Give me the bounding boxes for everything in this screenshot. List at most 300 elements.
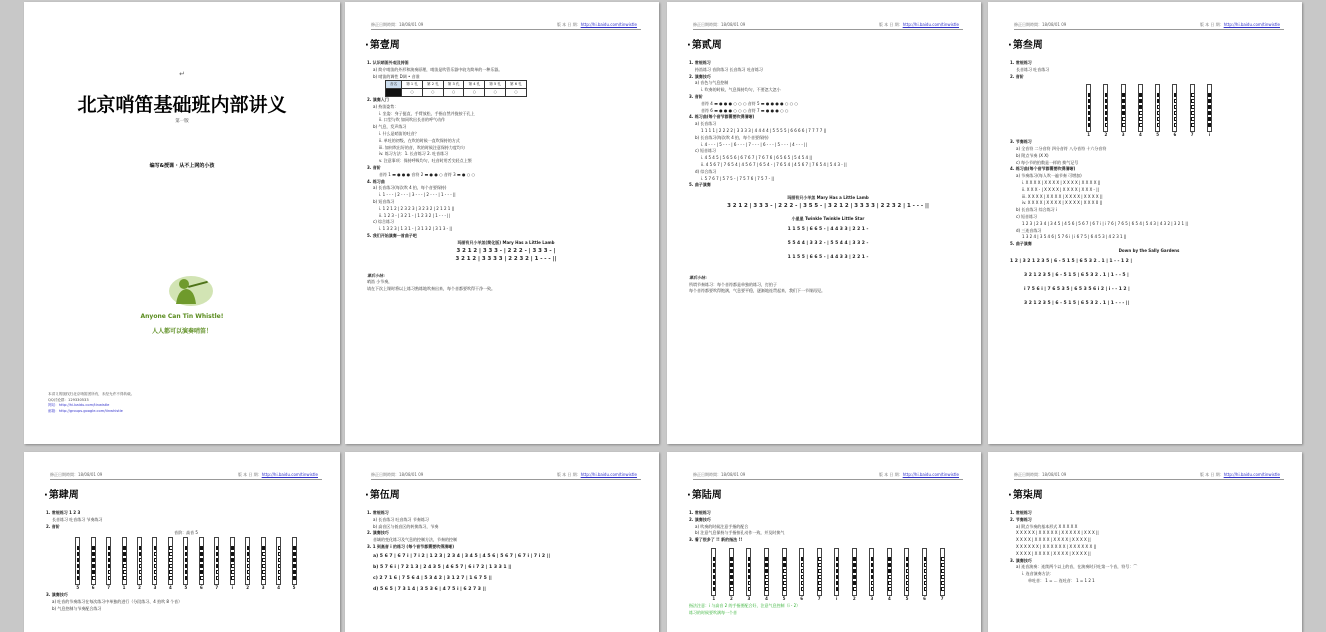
notation-line: i. 1 2 1 2 | 2 3 2 3 | 3 2 3 2 | 2 1 2 1 || xyxy=(379,205,455,211)
flute-hole xyxy=(1157,99,1161,103)
fingering-flute xyxy=(199,537,204,585)
flute-hole xyxy=(1105,105,1109,109)
table-cell: 第 1 孔 xyxy=(402,81,423,89)
flute-hole xyxy=(200,564,204,568)
flute-hole xyxy=(906,557,910,561)
contact-link[interactable]: 网站：http://hi.baidu.com/tinwistle xyxy=(48,403,110,408)
flute-hole xyxy=(836,587,840,591)
flute-hole xyxy=(1122,123,1126,127)
list-item: iii. 如何吹出好的音，吹的时候注意保持力度均匀 xyxy=(379,144,465,150)
page-header xyxy=(1014,472,1284,480)
notation-line: c) 2 7 1 6 | 7 5 6 4 | 5 3 4 2 | 3 1 2 7 | 1 6 7 5 || xyxy=(373,575,492,581)
flute-hole xyxy=(169,564,173,568)
fingering-label: 6 xyxy=(800,595,803,601)
flute-hole xyxy=(1208,117,1212,121)
flute-hole xyxy=(262,546,266,550)
flute-hole xyxy=(200,558,204,562)
flute-hole xyxy=(906,581,910,585)
list-item: ii. 口型与吹 如同吹出长音的呼气动作 xyxy=(379,117,446,123)
flute-hole xyxy=(888,557,892,561)
flute-hole xyxy=(154,546,158,550)
flute-hole xyxy=(92,564,96,568)
flute-hole xyxy=(169,558,173,562)
fingering-flute xyxy=(940,548,945,596)
fingering-flute xyxy=(91,537,96,585)
notation-line: i. X X X X | X X X X | X X X X | X X X X || xyxy=(1022,179,1101,185)
document-title: 北京哨笛基础班内部讲义 xyxy=(77,94,287,116)
flute-hole xyxy=(941,581,945,585)
flute-hole xyxy=(278,564,282,568)
header-label: 版 本 日 期： xyxy=(878,22,903,27)
contact-line: QQ讨论群：129330533 xyxy=(48,397,89,402)
notation-line: iii. X X X X | X X X X | X X X X | X X X X || xyxy=(1022,193,1103,199)
flute-hole xyxy=(1105,111,1109,115)
flute-hole xyxy=(231,570,235,574)
fingering-flute xyxy=(1190,84,1195,132)
flute-hole xyxy=(836,563,840,567)
flute-hole xyxy=(818,581,822,585)
flute-hole xyxy=(853,563,857,567)
table-cell: 音名 xyxy=(386,81,402,89)
flute-hole xyxy=(231,564,235,568)
flute-hole xyxy=(765,563,769,567)
summary-title: 课后小结： xyxy=(367,272,387,278)
fingering-label: 3 xyxy=(1121,132,1125,138)
flute-hole xyxy=(1174,123,1178,127)
fingering-label: 7 xyxy=(817,595,821,601)
fingering-flute xyxy=(764,548,769,596)
flute-hole xyxy=(1139,117,1143,121)
flute-hole xyxy=(169,570,173,574)
notation-line: ii. X X X - | X X X X | X X X X | X X X - || xyxy=(1022,186,1099,192)
notation-line: 1 1 1 1 | 2 2 2 2 | 3 3 3 3 | 4 4 4 4 | 5 5 5 5 | 6 6 6 6 | 7 7 7 7 || xyxy=(701,127,827,133)
flute-hole xyxy=(262,570,266,574)
flute-hole xyxy=(924,587,928,591)
list-item: d) 三连音练习 xyxy=(1016,227,1042,233)
flute-hole xyxy=(77,546,81,550)
flute-hole xyxy=(1088,105,1092,109)
flute-hole xyxy=(748,557,752,561)
flute-hole xyxy=(765,569,769,573)
list-item: 1. 常规练习 1 2 3 xyxy=(46,510,81,515)
flute-hole xyxy=(818,587,822,591)
fingering-flute xyxy=(1138,84,1143,132)
header-right xyxy=(1200,472,1280,478)
header-right xyxy=(879,22,959,28)
list-item: 2. 演奏入门 xyxy=(367,96,389,102)
flute-hole xyxy=(818,557,822,561)
fingering-label: 2 xyxy=(246,585,250,591)
flute-hole xyxy=(713,563,717,567)
list-item: 持笛练习 音阶练习 长音练习 吐音练习 xyxy=(695,66,763,72)
week-heading: · 第柒周 xyxy=(1008,486,1043,501)
fingering-label: i xyxy=(231,585,233,591)
song-title: Down by the Sally Gardens xyxy=(1118,247,1180,253)
flute-hole xyxy=(154,576,158,580)
flute-hole xyxy=(1088,123,1092,127)
notation-line: i. 1 - - - | 2 - - - | 3 - - - | 2 - - - | 1 - - - || xyxy=(379,192,456,198)
flute-hole xyxy=(924,575,928,579)
fingering-label: 6 xyxy=(199,585,203,591)
flute-hole xyxy=(1191,105,1195,109)
flute-hole xyxy=(765,575,769,579)
header-left: 修正日期時間：18/08/01 09 xyxy=(371,472,424,477)
song-notes: 1 1 5 5 | 6 6 5 - | 4 4 3 3 | 2 2 1 - xyxy=(787,254,869,260)
list-item: a) 附点节奏的基本形式 X X X X X xyxy=(1016,523,1078,529)
list-item: i. 坐姿：身子挺直，手臂放松，手指自然并拢按于孔上 xyxy=(379,110,475,116)
flute-hole xyxy=(262,564,266,568)
flute-hole xyxy=(92,552,96,556)
flute-hole xyxy=(123,552,127,556)
flute-hole xyxy=(1174,117,1178,121)
flute-hole xyxy=(853,557,857,561)
fingering-label: 5 xyxy=(184,585,188,591)
header-link[interactable]: http://hi.baidu.com/tinwistle xyxy=(1223,22,1280,27)
flute-hole xyxy=(123,546,127,550)
flute-hole xyxy=(278,546,282,550)
flute-hole xyxy=(765,587,769,591)
list-item: c) 短音练习 xyxy=(1016,213,1038,219)
flute-hole xyxy=(1139,105,1143,109)
flute-hole xyxy=(247,576,251,580)
list-item: a) 连音演奏：连续两个以上的音，在演奏时只吐第一个音，符号：⌒ xyxy=(1016,564,1138,570)
flute-hole xyxy=(169,576,173,580)
flute-hole xyxy=(906,575,910,579)
fingering-flute xyxy=(782,548,787,596)
header-link[interactable]: http://hi.baidu.com/tinwistle xyxy=(261,472,318,477)
flute-hole xyxy=(713,587,717,591)
flute-hole xyxy=(818,563,822,567)
fingering-label: 6 xyxy=(91,585,95,591)
list-item: ii. 单吐的初级，在吹的时候一直吹保持的方式 xyxy=(379,137,460,143)
flute-hole xyxy=(92,570,96,574)
week-heading: · 第陆周 xyxy=(687,486,722,501)
list-item: 3. 看了很多了 !! 新的指法 !! xyxy=(689,537,743,543)
flute-hole xyxy=(783,569,787,573)
flute-hole xyxy=(924,557,928,561)
flute-hole xyxy=(185,552,189,556)
flute-hole xyxy=(247,570,251,574)
flute-hole xyxy=(293,558,297,562)
flute-hole xyxy=(1122,111,1126,115)
flute-hole xyxy=(1105,99,1109,103)
flute-hole xyxy=(139,558,143,562)
flute-hole xyxy=(278,570,282,574)
flute-hole xyxy=(154,564,158,568)
fingering-labels xyxy=(1010,132,1288,139)
scale-label: 音阶：高音 5 xyxy=(174,530,198,536)
header-label: 版 本 日 期： xyxy=(237,472,262,477)
fingering-flute xyxy=(122,537,127,585)
list-item: b) 注意气息保持与手指按孔动作一致，并及时换气 xyxy=(695,530,785,536)
flute-hole xyxy=(278,576,282,580)
flute-hole xyxy=(185,570,189,574)
list-item: 3. 节奏练习 xyxy=(1010,139,1032,145)
flute-hole xyxy=(888,587,892,591)
flute-hole xyxy=(108,576,112,580)
summary-line: 所谓节奏练习：每个音符都是单独的练习，打拍子 xyxy=(689,281,777,287)
fingering-label: 2 xyxy=(852,595,856,601)
list-item: a) 吐音的节奏练习在每次练习中单独的进行（分段练习、4 拍吹 8 个音） xyxy=(52,598,183,604)
author-line: 编写&授课 · 从不上网的小孩 xyxy=(149,163,215,169)
edition-label: 第一版 xyxy=(175,119,189,124)
song-title: 玛丽有只小羊羔 Mary Has a Little Lamb xyxy=(787,195,869,201)
week-heading: · 第肆周 xyxy=(44,486,79,501)
notation-line: 1 3 2 4 | 3 5 4 6 | 5 7 6 i | i 6 7 5 | 6 4 5 3 | 4 2 3 1 || xyxy=(1022,234,1127,240)
flute-hole xyxy=(906,587,910,591)
fingering-label: 2 xyxy=(138,585,141,591)
fingering-flute xyxy=(711,548,716,596)
flute-hole xyxy=(888,581,892,585)
fingering-labels xyxy=(689,596,967,603)
flute-hole xyxy=(200,546,204,550)
flute-hole xyxy=(1191,111,1195,115)
flute-hole xyxy=(906,563,910,567)
flute-hole xyxy=(1174,93,1178,97)
header-link[interactable]: http://hi.baidu.com/tinwistle xyxy=(580,472,637,477)
fingering-line: 音符 4 ▬ ● ● ● ○ ○ ○ 音符 5 ▬ ● ● ● ● ○ ○ ○ xyxy=(701,100,798,106)
header-right xyxy=(557,472,637,478)
list-item: 2. 演奏技巧 xyxy=(367,530,389,536)
flute-hole xyxy=(748,587,752,591)
header-left: 修正日期時間：18/08/01 09 xyxy=(693,22,746,27)
header-left: 修正日期時間：18/08/01 09 xyxy=(1014,22,1067,27)
week-heading: · 第贰周 xyxy=(687,36,722,51)
fingering-flute xyxy=(1155,84,1160,132)
fingering-label: 7 xyxy=(107,585,111,591)
flute-hole xyxy=(836,581,840,585)
flute-hole xyxy=(748,569,752,573)
flute-hole xyxy=(154,570,158,574)
list-item: 3. 音阶 xyxy=(367,164,381,170)
list-item: 4. 练习曲(每个音节都需要吹得清晰) xyxy=(689,114,755,120)
week-heading: · 第伍周 xyxy=(365,486,400,501)
page-week-5 xyxy=(345,452,659,632)
flute-hole xyxy=(888,575,892,579)
fingering-label: 3 xyxy=(153,585,157,591)
list-item: 3. 演奏技巧 xyxy=(1010,557,1032,563)
page-week-3 xyxy=(988,2,1302,444)
list-item: 1. 认识哨笛外观及持笛 xyxy=(367,60,409,65)
header-left: 修正日期時間：18/08/01 09 xyxy=(371,22,424,27)
fingering-label: 3 xyxy=(747,595,751,601)
list-item: 1. 常规练习 xyxy=(689,60,711,65)
flute-hole xyxy=(941,563,945,567)
notation-line: X X X X X | X X X X X | X X X X X | X X X || xyxy=(1016,530,1099,536)
flute-hole xyxy=(1191,123,1195,127)
fingering-label: 7 xyxy=(1190,132,1194,138)
song-notes: 3 2 1 2 3 5 | 6 - 5 1 5 | 6 5 3 2 . 1 | 1 - - - || xyxy=(1024,300,1130,306)
list-item: c) 综合练习 xyxy=(373,219,395,225)
week-body xyxy=(1010,510,1288,585)
list-item: 3. 1 到高音 i 的练习 (每个音节都需要吹得清晰) xyxy=(367,543,455,549)
fingering-flute xyxy=(746,548,751,596)
page-header xyxy=(693,472,963,480)
header-link[interactable]: http://hi.baidu.com/tinwistle xyxy=(1223,472,1280,477)
list-item: b) 附点节奏 (X X) xyxy=(1016,152,1049,158)
list-item: i. 连音演奏方法： xyxy=(1022,571,1054,577)
song-notes: 3 2 1 2 | 3 3 3 - | 2 2 2 - | 3 3 3 - | xyxy=(456,247,556,254)
flute-hole xyxy=(123,570,127,574)
flute-hole xyxy=(853,587,857,591)
notation-line: i. 4 5 4 5 | 5 6 5 6 | 6 7 6 7 | 7 6 7 6 | 6 5 6 5 | 5 4 5 4 || xyxy=(701,155,813,161)
flute-hole xyxy=(216,558,220,562)
fingering-label: 4 xyxy=(1138,132,1142,138)
whistle-player-logo-icon xyxy=(164,274,218,308)
flute-hole xyxy=(231,576,235,580)
flute-hole xyxy=(262,552,266,556)
flute-hole xyxy=(924,563,928,567)
list-item: 4. 练习曲(每个音节都需要吹得清晰) xyxy=(1010,166,1076,172)
flute-hole xyxy=(1157,117,1161,121)
fingering-flute xyxy=(245,537,250,585)
flute-hole xyxy=(1139,99,1143,103)
fingering-label: 7 xyxy=(940,595,944,601)
flute-hole xyxy=(92,546,96,550)
flute-hole xyxy=(200,576,204,580)
table-cell: 第 4 孔 xyxy=(464,81,485,89)
flute-hole xyxy=(77,576,81,580)
page-week-7 xyxy=(988,452,1302,632)
flute-hole xyxy=(123,576,127,580)
list-item: 长音练习 吐音练习 节奏练习 xyxy=(52,516,103,522)
flute-hole xyxy=(748,575,752,579)
flute-hole xyxy=(748,581,752,585)
week-body xyxy=(689,60,967,295)
flute-hole xyxy=(1105,123,1109,127)
page-header xyxy=(50,472,322,480)
week-heading: · 第壹周 xyxy=(365,36,400,51)
summary-title: 课后小结： xyxy=(689,274,709,280)
fingering-flute xyxy=(168,537,173,585)
fingering-flute xyxy=(1103,84,1108,132)
fingering-note: 指法注意：i 与高音 2 的手指要配合好，注意气息控制（i - 2） xyxy=(689,602,801,608)
flute-hole xyxy=(1139,111,1143,115)
fingering-flute xyxy=(834,548,839,596)
flute-hole xyxy=(77,564,81,568)
contact-link[interactable]: 邮箱：http://groups.google.com/tinwhistle xyxy=(48,408,123,413)
flute-hole xyxy=(1191,99,1195,103)
notation-line: a) 5 6 7 | 6 7 i | 7 i 2 | 1 2 3 | 2 3 4 | 3 4 5 | 4 5 6 | 5 6 7 | 6 7 i | 7 i 2 || xyxy=(373,553,551,559)
flute-hole xyxy=(1208,111,1212,115)
notation-line: iv. X X X X | X X X X | X X X X | X X X 0 || xyxy=(1022,200,1103,206)
fingering-chart xyxy=(46,537,326,585)
fingering-label: 6 xyxy=(1173,132,1177,138)
song-notes: 5 5 4 4 | 3 3 2 - | 5 5 4 4 | 3 3 2 - xyxy=(787,240,869,246)
flute-hole xyxy=(262,576,266,580)
flute-hole xyxy=(765,557,769,561)
flute-hole xyxy=(941,569,945,573)
flute-hole xyxy=(783,563,787,567)
flute-hole xyxy=(1157,111,1161,115)
fingering-label: 5 xyxy=(782,595,786,601)
flute-hole xyxy=(871,569,875,573)
header-label: 版 本 日 期： xyxy=(556,22,581,27)
week-body xyxy=(367,60,645,293)
flute-hole xyxy=(123,564,127,568)
flute-hole xyxy=(801,563,805,567)
fingering-flute xyxy=(261,537,266,585)
header-link[interactable]: http://hi.baidu.com/tinwistle xyxy=(902,472,959,477)
header-right xyxy=(557,22,637,28)
fingering-label: 4 xyxy=(169,585,172,591)
flute-hole xyxy=(1174,99,1178,103)
fingering-flute xyxy=(729,548,734,596)
header-link[interactable]: http://hi.baidu.com/tinwistle xyxy=(580,22,637,27)
flute-hole xyxy=(836,569,840,573)
hole-table: 音名 第 1 孔 第 2 孔 第 3 孔 第 4 孔 第 5 孔 第 6 孔 ○ ○ ○ ○ ○ ○ xyxy=(385,80,527,97)
flute-hole xyxy=(77,558,81,562)
flute-hole xyxy=(154,558,158,562)
notation-line: ii. 4 5 6 7 | 7 6 5 4 | 4 5 6 7 | 6 5 4 - | 7 6 5 4 | 4 5 6 7 | 7 6 5 4 | 5 4 3 - || xyxy=(701,161,847,167)
list-item: 1. 常规练习 xyxy=(1010,510,1032,515)
summary-line: 每个音符都要吹得饱满，气息要平稳，逐渐地连贯起来，我们下一节课再见。 xyxy=(689,288,825,294)
list-item: 1. 常规练习 xyxy=(689,510,711,515)
flute-hole xyxy=(1139,93,1143,97)
flute-hole xyxy=(783,587,787,591)
flute-hole xyxy=(1208,93,1212,97)
flute-hole xyxy=(853,581,857,585)
list-item: 4. 练习曲 xyxy=(367,178,385,184)
flute-hole xyxy=(1174,111,1178,115)
flute-hole xyxy=(200,552,204,556)
flute-hole xyxy=(169,546,173,550)
fingering-label: i xyxy=(1208,132,1211,138)
fingering-label: 5 xyxy=(905,595,909,601)
fingering-flute xyxy=(152,537,157,585)
list-item: b) 短音练习 xyxy=(373,198,395,204)
flute-hole xyxy=(765,581,769,585)
page-week-6 xyxy=(667,452,981,632)
flute-hole xyxy=(853,575,857,579)
list-item: a) 音色与气息控制 xyxy=(695,80,729,86)
list-item: a) 长音练习 吐音练习 节奏练习 xyxy=(373,516,429,522)
flute-hole xyxy=(783,557,787,561)
list-item: 单吐音： 1 = ... 连吐音： 1 = 1 2 1 xyxy=(1028,577,1095,583)
header-right xyxy=(1200,22,1280,28)
fingering-flute xyxy=(214,537,219,585)
flute-hole xyxy=(1191,93,1195,97)
fingering-flute xyxy=(1121,84,1126,132)
flute-hole xyxy=(139,576,143,580)
flute-hole xyxy=(783,581,787,585)
header-right xyxy=(879,472,959,478)
flute-hole xyxy=(108,552,112,556)
week-body xyxy=(46,510,326,612)
flute-hole xyxy=(247,564,251,568)
flute-hole xyxy=(1191,117,1195,121)
flute-hole xyxy=(293,570,297,574)
paragraph-mark: ↵ xyxy=(179,70,185,78)
flute-hole xyxy=(108,546,112,550)
header-left: 修正日期時間：18/08/01 09 xyxy=(50,472,103,477)
song-notes: 3 2 1 2 | 3 3 3 - | 2 2 2 - | 3 5 5 - | 3 2 1 2 | 3 3 3 3 | 2 2 3 2 | 1 - - - || xyxy=(727,202,929,209)
fingering-label: 2 xyxy=(729,595,733,601)
list-item: b) 长音练习 综合练习 i xyxy=(1016,207,1058,213)
flute-hole xyxy=(924,569,928,573)
list-item: b) 气息，发声练习 xyxy=(373,124,407,130)
header-link[interactable]: http://hi.baidu.com/tinwistle xyxy=(902,22,959,27)
flute-hole xyxy=(871,575,875,579)
list-item: c) 每小节的拍数是一样的 换气记号 xyxy=(1016,159,1079,165)
flute-hole xyxy=(941,575,945,579)
flute-hole xyxy=(185,576,189,580)
list-item: 2. 节奏练习 xyxy=(1010,516,1032,522)
header-label: 版 本 日 期： xyxy=(1199,472,1224,477)
flute-hole xyxy=(730,575,734,579)
song-notes: i 7 5 6 i | 7 6 5 3 5 | 6 5 3 5 6 i 2 | i - - 1 2 | xyxy=(1024,286,1130,292)
list-item: 2. 演奏技巧 xyxy=(689,516,711,522)
